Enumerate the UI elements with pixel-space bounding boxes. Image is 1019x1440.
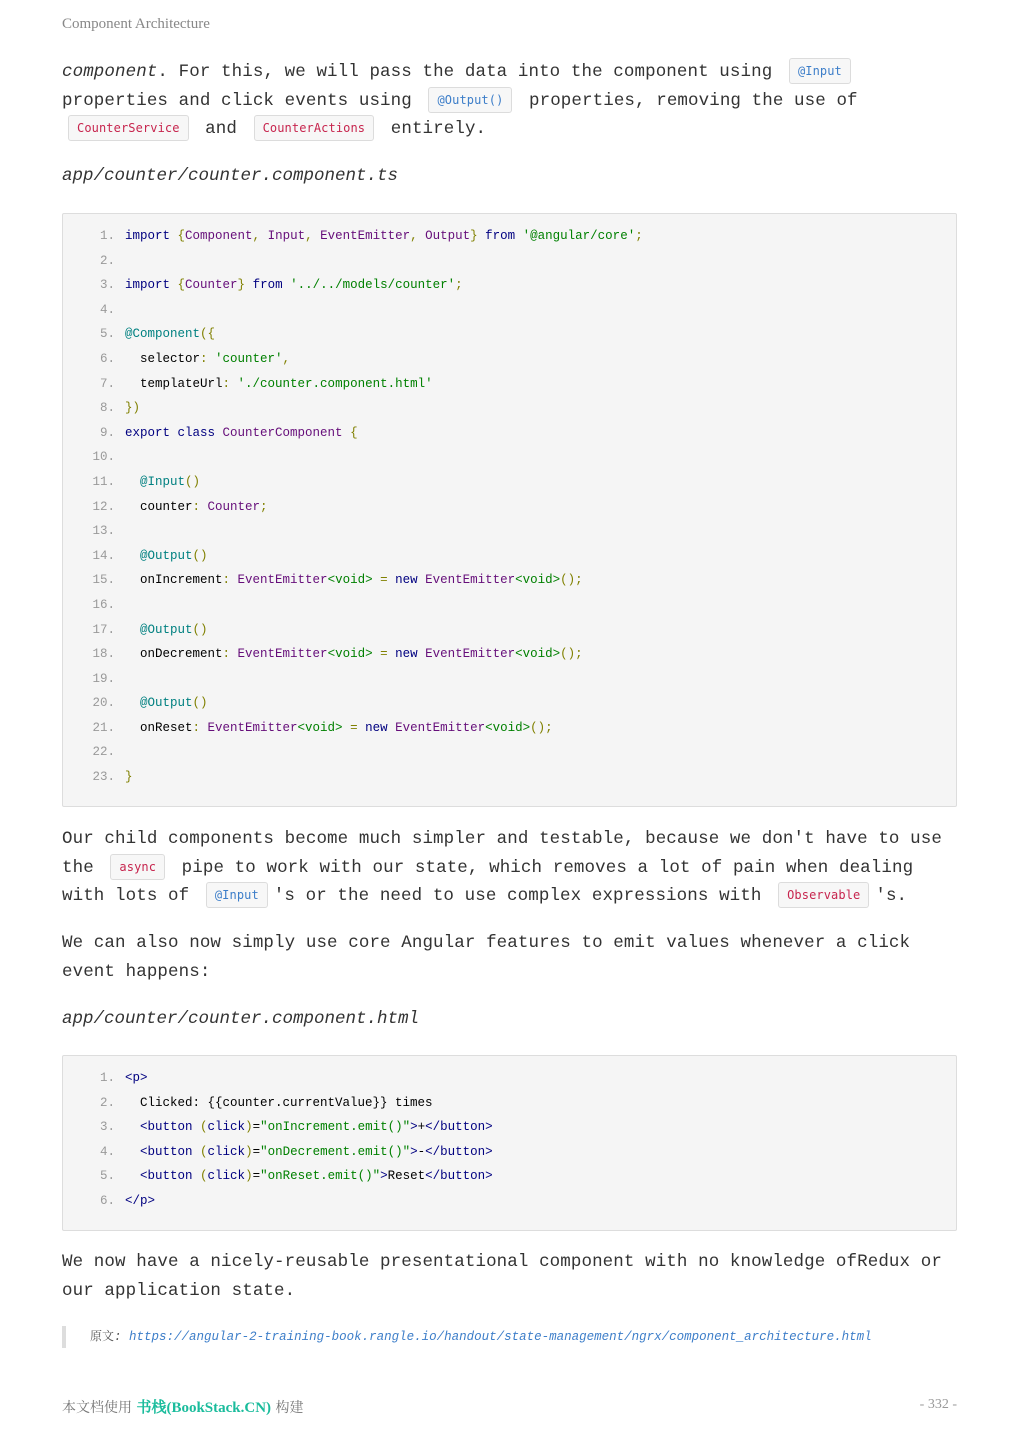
- code-line: [63, 1093, 956, 1118]
- code-token: =: [372, 647, 396, 662]
- line-number: 21.: [92, 720, 115, 735]
- code-token: click: [207, 1120, 246, 1135]
- code-token: </button>: [425, 1169, 493, 1184]
- code-token: ;: [260, 499, 268, 514]
- line-number: 12.: [92, 499, 115, 514]
- code-token: Counter: [185, 278, 238, 293]
- line-number: 13.: [92, 524, 115, 539]
- code-token: ();: [560, 647, 583, 662]
- code-token: :: [222, 647, 238, 662]
- code-line: [63, 546, 956, 571]
- code-token: (: [200, 1144, 208, 1159]
- code-token: counter: [125, 499, 193, 514]
- code-token: @Output: [140, 548, 193, 563]
- code-token: {: [170, 229, 186, 243]
- code-token: <void>: [297, 720, 343, 735]
- code-line: [63, 324, 956, 349]
- intro-paragraph: component. For this, we will pass the data into the component using @Input properties and click events using @Output() properties, removing the use of CounterService and CounterActions entirely.: [62, 58, 957, 144]
- code-token: 'counter': [215, 351, 283, 366]
- code-token: export class: [125, 425, 223, 440]
- code-line: [63, 1117, 956, 1142]
- code-token: =: [252, 1144, 261, 1159]
- inline-code-counter-actions: CounterActions: [254, 115, 375, 141]
- line-number: 5.: [99, 1169, 115, 1184]
- line-number: 7.: [99, 376, 115, 391]
- code-file-title-ts: app/counter/counter.component.ts: [62, 166, 399, 186]
- code-token: @Output: [140, 696, 193, 711]
- line-number: 1.: [99, 229, 115, 243]
- code-token: [125, 475, 140, 489]
- child-components-paragraph: Our child components become much simpler and testable, because we don't have to use the async pipe to work with our state, which removes a lot of pain when dealing with lots of @Input 's or the need to use complex expressions with Observable 's.: [62, 829, 942, 906]
- code-token: <void>: [327, 647, 373, 662]
- code-token: '../../models/counter': [290, 278, 456, 293]
- code-line: [63, 472, 956, 497]
- code-token: ,: [252, 229, 268, 243]
- line-number: 1.: [99, 1071, 115, 1085]
- code-token: <void>: [515, 573, 561, 588]
- code-token: :: [200, 351, 216, 366]
- code-token: -: [417, 1144, 426, 1159]
- code-token: @Component: [125, 327, 201, 342]
- code-token: >: [410, 1144, 418, 1159]
- code-token: =: [252, 1169, 261, 1184]
- code-token: [125, 623, 140, 637]
- code-token: @Output: [140, 622, 193, 637]
- code-line: [63, 620, 956, 645]
- code-token: ();: [530, 720, 553, 735]
- code-token: :: [222, 573, 238, 588]
- code-token: =: [252, 1120, 261, 1135]
- inline-code-observable: Observable: [778, 882, 869, 908]
- line-number: 6.: [99, 351, 115, 366]
- code-token: @Input: [140, 474, 186, 489]
- inline-code-counter-service: CounterService: [68, 115, 189, 141]
- code-line: [63, 349, 956, 374]
- code-token: import: [125, 278, 171, 293]
- code-token: <p>: [125, 1071, 148, 1085]
- inline-code-async: async: [110, 854, 165, 880]
- bookstack-brand-link[interactable]: 书栈(BookStack.CN): [136, 1400, 272, 1416]
- code-token: }: [125, 770, 133, 785]
- code-token: +: [417, 1120, 426, 1135]
- code-line: [63, 1191, 956, 1216]
- code-token: </button>: [425, 1120, 493, 1135]
- code-token: click: [207, 1169, 246, 1184]
- code-token: EventEmitter: [425, 573, 516, 588]
- line-number: 20.: [92, 696, 115, 711]
- code-token: [125, 1120, 140, 1134]
- code-token: </button>: [425, 1144, 493, 1159]
- source-label: 原文: [90, 1329, 115, 1343]
- code-token: :: [192, 499, 208, 514]
- page-header-title: Component Architecture: [62, 16, 210, 32]
- code-lines: [63, 214, 956, 792]
- code-token: new: [395, 573, 426, 588]
- code-token: onDecrement: [125, 647, 223, 662]
- code-token: EventEmitter: [237, 573, 328, 588]
- source-quote: 原文: https://angular-2-training-book.rangle.io/handout/state-management/ngrx/component_architecture.html: [62, 1326, 957, 1348]
- code-token: {: [170, 278, 186, 293]
- line-number: 18.: [92, 647, 115, 662]
- code-token: ,: [410, 229, 426, 243]
- code-token: Component: [185, 229, 253, 243]
- line-number: 15.: [92, 573, 115, 588]
- code-line: [63, 742, 956, 767]
- line-number: 22.: [92, 745, 115, 760]
- code-token: }): [125, 401, 141, 416]
- code-token: Output: [425, 229, 471, 243]
- code-token: ,: [282, 351, 291, 366]
- code-token: new: [395, 647, 426, 662]
- code-token: }: [470, 229, 478, 243]
- code-token: (): [192, 622, 208, 637]
- code-token: './counter.component.html': [237, 376, 433, 391]
- code-token: =: [342, 720, 366, 735]
- line-number: 9.: [99, 425, 115, 440]
- line-number: 2.: [99, 1095, 115, 1110]
- code-token: [125, 1145, 140, 1159]
- code-token: >: [380, 1169, 388, 1184]
- code-line: [63, 275, 956, 300]
- line-number: 14.: [92, 548, 115, 563]
- code-token: Clicked: {{counter.currentValue}} times: [125, 1095, 433, 1110]
- code-lines: [63, 1056, 956, 1216]
- code-token: [125, 549, 140, 563]
- code-block-ts: [62, 213, 957, 807]
- line-number: 23.: [92, 770, 115, 785]
- code-token: ,: [305, 229, 321, 243]
- line-number: 16.: [92, 597, 115, 612]
- code-token: :: [222, 376, 238, 391]
- code-token: onIncrement: [125, 573, 223, 588]
- code-token: ): [245, 1169, 253, 1184]
- conclusion-paragraph: We now have a nicely-reusable presentational component with no knowledge ofRedux or our application state.: [62, 1252, 942, 1301]
- inline-code-input-2: @Input: [206, 882, 268, 908]
- emphasis-text: component: [62, 62, 158, 82]
- code-block-html: [62, 1055, 957, 1231]
- code-token: CounterComponent: [222, 425, 343, 440]
- code-token: <void>: [327, 573, 373, 588]
- code-token: new: [365, 720, 396, 735]
- code-token: selector: [125, 351, 201, 366]
- code-token: </p>: [125, 1193, 156, 1208]
- code-token: import: [125, 229, 171, 243]
- code-line: [63, 1142, 956, 1167]
- code-line: [63, 447, 956, 472]
- code-token: =: [372, 573, 396, 588]
- code-token: ;: [455, 278, 463, 293]
- code-token: <void>: [485, 720, 531, 735]
- footer-credit: 本文档使用 书栈(BookStack.CN) 构建: [62, 1400, 304, 1416]
- code-line: [63, 1068, 956, 1093]
- code-token: ({: [200, 327, 216, 342]
- code-token: from: [245, 278, 291, 293]
- line-number: 8.: [99, 401, 115, 416]
- code-token: (): [185, 474, 201, 489]
- code-token: ();: [560, 573, 583, 588]
- code-line: [63, 595, 956, 620]
- code-line: [63, 644, 956, 669]
- line-number: 19.: [92, 671, 115, 686]
- code-token: (: [200, 1169, 208, 1184]
- inline-code-input: @Input: [789, 58, 851, 84]
- inline-code-output: @Output(): [428, 87, 512, 113]
- code-token: EventEmitter: [320, 229, 411, 243]
- code-line: [63, 669, 956, 694]
- code-line: [63, 226, 956, 251]
- code-line: [63, 767, 956, 792]
- code-token: Input: [267, 229, 306, 243]
- code-line: [63, 251, 956, 276]
- code-token: templateUrl: [125, 376, 223, 391]
- line-number: 11.: [92, 474, 115, 489]
- line-number: 10.: [92, 450, 115, 465]
- line-number: 5.: [99, 327, 115, 342]
- code-token: ;: [635, 229, 643, 243]
- page-number: - 332 -: [919, 1397, 957, 1412]
- code-token: from: [477, 229, 523, 243]
- code-line: [63, 570, 956, 595]
- code-line: [63, 300, 956, 325]
- code-token: EventEmitter: [207, 720, 298, 735]
- code-token: (): [192, 696, 208, 711]
- line-number: 6.: [99, 1193, 115, 1208]
- line-number: 4.: [99, 1144, 115, 1159]
- code-token: click: [207, 1144, 246, 1159]
- code-line: [63, 693, 956, 718]
- code-line: [63, 398, 956, 423]
- code-file-title-html: app/counter/counter.component.html: [62, 1009, 420, 1029]
- code-token: <button: [140, 1144, 201, 1159]
- line-number: 3.: [99, 1120, 115, 1135]
- code-token: '@angular/core': [522, 229, 636, 243]
- code-line: [63, 718, 956, 743]
- code-token: EventEmitter: [425, 647, 516, 662]
- code-token: "onReset.emit()": [260, 1169, 381, 1184]
- code-token: <button: [140, 1120, 201, 1135]
- code-token: [125, 696, 140, 710]
- code-token: EventEmitter: [237, 647, 328, 662]
- code-line: [63, 374, 956, 399]
- code-token: onReset: [125, 720, 193, 735]
- source-link[interactable]: https://angular-2-training-book.rangle.io/handout/state-management/ngrx/component_architecture.html: [129, 1330, 872, 1344]
- code-token: EventEmitter: [395, 720, 486, 735]
- code-token: (: [200, 1120, 208, 1135]
- angular-features-paragraph: We can also now simply use core Angular features to emit values whenever a click event happens:: [62, 933, 911, 982]
- code-token: [125, 1169, 140, 1183]
- code-token: :: [192, 720, 208, 735]
- code-token: Reset: [387, 1169, 426, 1184]
- code-token: >: [410, 1120, 418, 1135]
- code-token: "onIncrement.emit()": [260, 1120, 411, 1135]
- code-token: Counter: [207, 499, 261, 514]
- code-line: [63, 521, 956, 546]
- code-token: {: [342, 425, 358, 440]
- code-token: <button: [140, 1169, 201, 1184]
- code-token: <void>: [515, 647, 561, 662]
- code-line: [63, 497, 956, 522]
- code-token: ): [245, 1144, 253, 1159]
- code-token: }: [237, 278, 246, 293]
- code-line: [63, 423, 956, 448]
- code-token: (): [192, 548, 208, 563]
- line-number: 3.: [99, 278, 115, 293]
- code-token: "onDecrement.emit()": [260, 1144, 411, 1159]
- code-token: ): [245, 1120, 253, 1135]
- code-line: [63, 1166, 956, 1191]
- line-number: 2.: [99, 253, 115, 268]
- line-number: 4.: [99, 302, 115, 317]
- line-number: 17.: [92, 622, 115, 637]
